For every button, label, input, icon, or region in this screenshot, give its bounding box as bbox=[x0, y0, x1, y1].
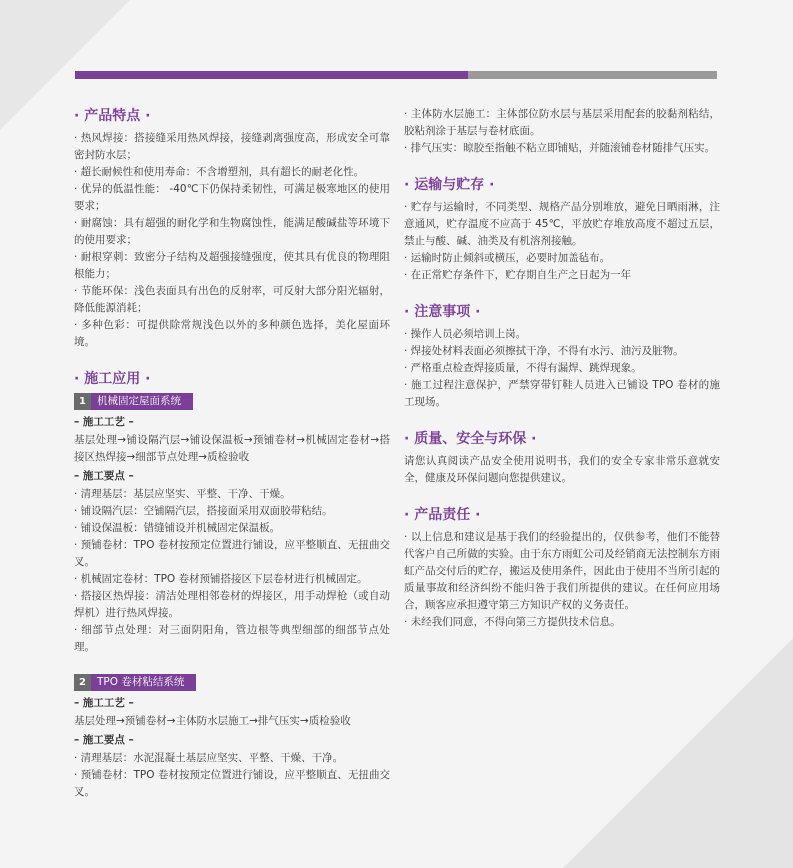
system1-point: · 铺设隔汽层：空铺隔汽层，搭接面采用双面胶带粘结。 bbox=[74, 505, 333, 517]
features-item: · 多种色彩：可提供除常规浅色以外的多种颜色选择，美化屋面环境。 bbox=[74, 319, 390, 348]
right-column bbox=[404, 106, 720, 631]
system2-point: · 主体防水层施工：主体部位防水层与基层采用配套的胶黏剂粘结，胶粘剂涂于基层与卷材底面。 bbox=[404, 108, 720, 137]
system2-number: 2 bbox=[74, 674, 91, 691]
system1-point: · 预铺卷材：TPO 卷材按预定位置进行铺设，应平整顺直、无扭曲交叉。 bbox=[74, 539, 390, 568]
header-bar bbox=[75, 71, 717, 79]
system2-header bbox=[74, 674, 390, 691]
features-title: · 产品特点 · bbox=[74, 108, 151, 124]
system1-points-heading: – 施工要点 – bbox=[74, 470, 134, 482]
system1-point: · 细部节点处理：对三面阴阳角，管边根等典型细部的细部节点处理。 bbox=[74, 624, 390, 653]
background-wedge-bottom-right bbox=[563, 638, 793, 868]
system1-process: 基层处理→铺设隔汽层→铺设保温板→预铺卷材→机械固定卷材→搭接区热焊接→细部节点处理→质检验收 bbox=[74, 434, 390, 463]
system1-point: · 搭接区热焊接：清洁处理相邻卷材的焊接区，用手动焊枪（或自动焊机）进行热风焊接。 bbox=[74, 590, 390, 619]
features-item: · 耐根穿刺：致密分子结构及超强接缝强度，使其具有优良的物理阻根能力； bbox=[74, 251, 390, 280]
system2-process: 基层处理→预铺卷材→主体防水层施工→排气压实→质检验收 bbox=[74, 715, 351, 727]
liability-item: · 未经我们同意，不得向第三方提供技术信息。 bbox=[404, 616, 621, 628]
system2-points-heading: – 施工要点 – bbox=[74, 734, 134, 746]
construction-title: · 施工应用 · bbox=[74, 371, 151, 387]
left-column bbox=[74, 106, 390, 801]
system2-label: TPO 卷材粘结系统 bbox=[91, 674, 196, 691]
system2-process-heading: – 施工工艺 – bbox=[74, 697, 134, 709]
notes-title: · 注意事项 · bbox=[404, 304, 481, 320]
system1-label: 机械固定屋面系统 bbox=[91, 393, 193, 410]
storage-item: · 在正常贮存条件下，贮存期自生产之日起为一年 bbox=[404, 269, 632, 281]
quality-title: · 质量、安全与环保 · bbox=[404, 431, 537, 447]
system2-point: · 排气压实：晾胶至指触不粘立即铺贴，并随滚铺卷材随排气压实。 bbox=[404, 142, 716, 154]
notes-item: · 施工过程注意保护，严禁穿带钉鞋人员进入已铺设 TPO 卷材的施工现场。 bbox=[404, 379, 720, 408]
liability-item: · 以上信息和建议是基于我们的经验提出的，仅供参考，他们不能替代客户自己所做的实验。由于东方雨虹公司及经销商无法控制东方雨虹产品交付后的贮存，搬运及使用条件，因此由于使用不当所引起的质量事故和经济纠纷不能归咎于我们所提供的建议。在任何应用场合，顾客应承担遵守第三方知识产权的义务责任。 bbox=[404, 531, 720, 611]
system1-point: · 机械固定卷材：TPO 卷材预铺搭接区下层卷材进行机械固定。 bbox=[74, 573, 368, 585]
system2-point: · 清理基层：水泥混凝土基层应坚实、平整、干燥、干净。 bbox=[74, 752, 344, 764]
notes-item: · 操作人员必须培训上岗。 bbox=[404, 328, 527, 340]
system1-number: 1 bbox=[74, 393, 91, 410]
storage-item: · 贮存与运输时，不同类型、规格产品分别堆放，避免日晒雨淋，注意通风，贮存温度不应高于 45℃，平放贮存堆放高度不超过五层，禁止与酸、碱、油类及有机溶剂接触。 bbox=[404, 201, 720, 247]
system2-point: · 预铺卷材：TPO 卷材按预定位置进行铺设，应平整顺直、无扭曲交叉。 bbox=[74, 769, 390, 798]
liability-title: · 产品责任 · bbox=[404, 507, 481, 523]
notes-item: · 焊接处材料表面必须擦拭干净，不得有水污、油污及脏物。 bbox=[404, 345, 684, 357]
system1-point: · 清理基层：基层应坚实、平整、干净、干燥。 bbox=[74, 488, 291, 500]
system1-header bbox=[74, 393, 390, 410]
system1-point: · 铺设保温板：错缝铺设并机械固定保温板。 bbox=[74, 522, 281, 534]
storage-item: · 运输时防止倾斜或横压，必要时加盖毡布。 bbox=[404, 252, 611, 264]
header-bar-purple bbox=[75, 71, 468, 79]
system1-process-heading: – 施工工艺 – bbox=[74, 416, 134, 428]
features-item: · 热风焊接：搭接缝采用热风焊接，接缝剥离强度高，形成安全可靠密封防水层； bbox=[74, 132, 390, 161]
features-item: · 超长耐候性和使用寿命：不含增塑剂，具有超长的耐老化性。 bbox=[74, 166, 365, 178]
storage-title: · 运输与贮存 · bbox=[404, 177, 495, 193]
quality-text: 请您认真阅读产品安全使用说明书，我们的安全专家非常乐意就安全，健康及环保问题向您提供建议。 bbox=[404, 455, 720, 484]
header-bar-grey bbox=[468, 71, 717, 79]
features-item: · 节能环保：浅色表面具有出色的反射率，可反射大部分阳光辐射，降低能源消耗； bbox=[74, 285, 390, 314]
notes-item: · 严格重点检查焊接质量，不得有漏焊、跳焊现象。 bbox=[404, 362, 642, 374]
features-item: · 耐腐蚀：具有超强的耐化学和生物腐蚀性，能满足酸碱盐等环境下的使用要求； bbox=[74, 217, 390, 246]
features-item: · 优异的低温性能： -40℃下仍保持柔韧性，可满足极寒地区的使用要求； bbox=[74, 183, 390, 212]
